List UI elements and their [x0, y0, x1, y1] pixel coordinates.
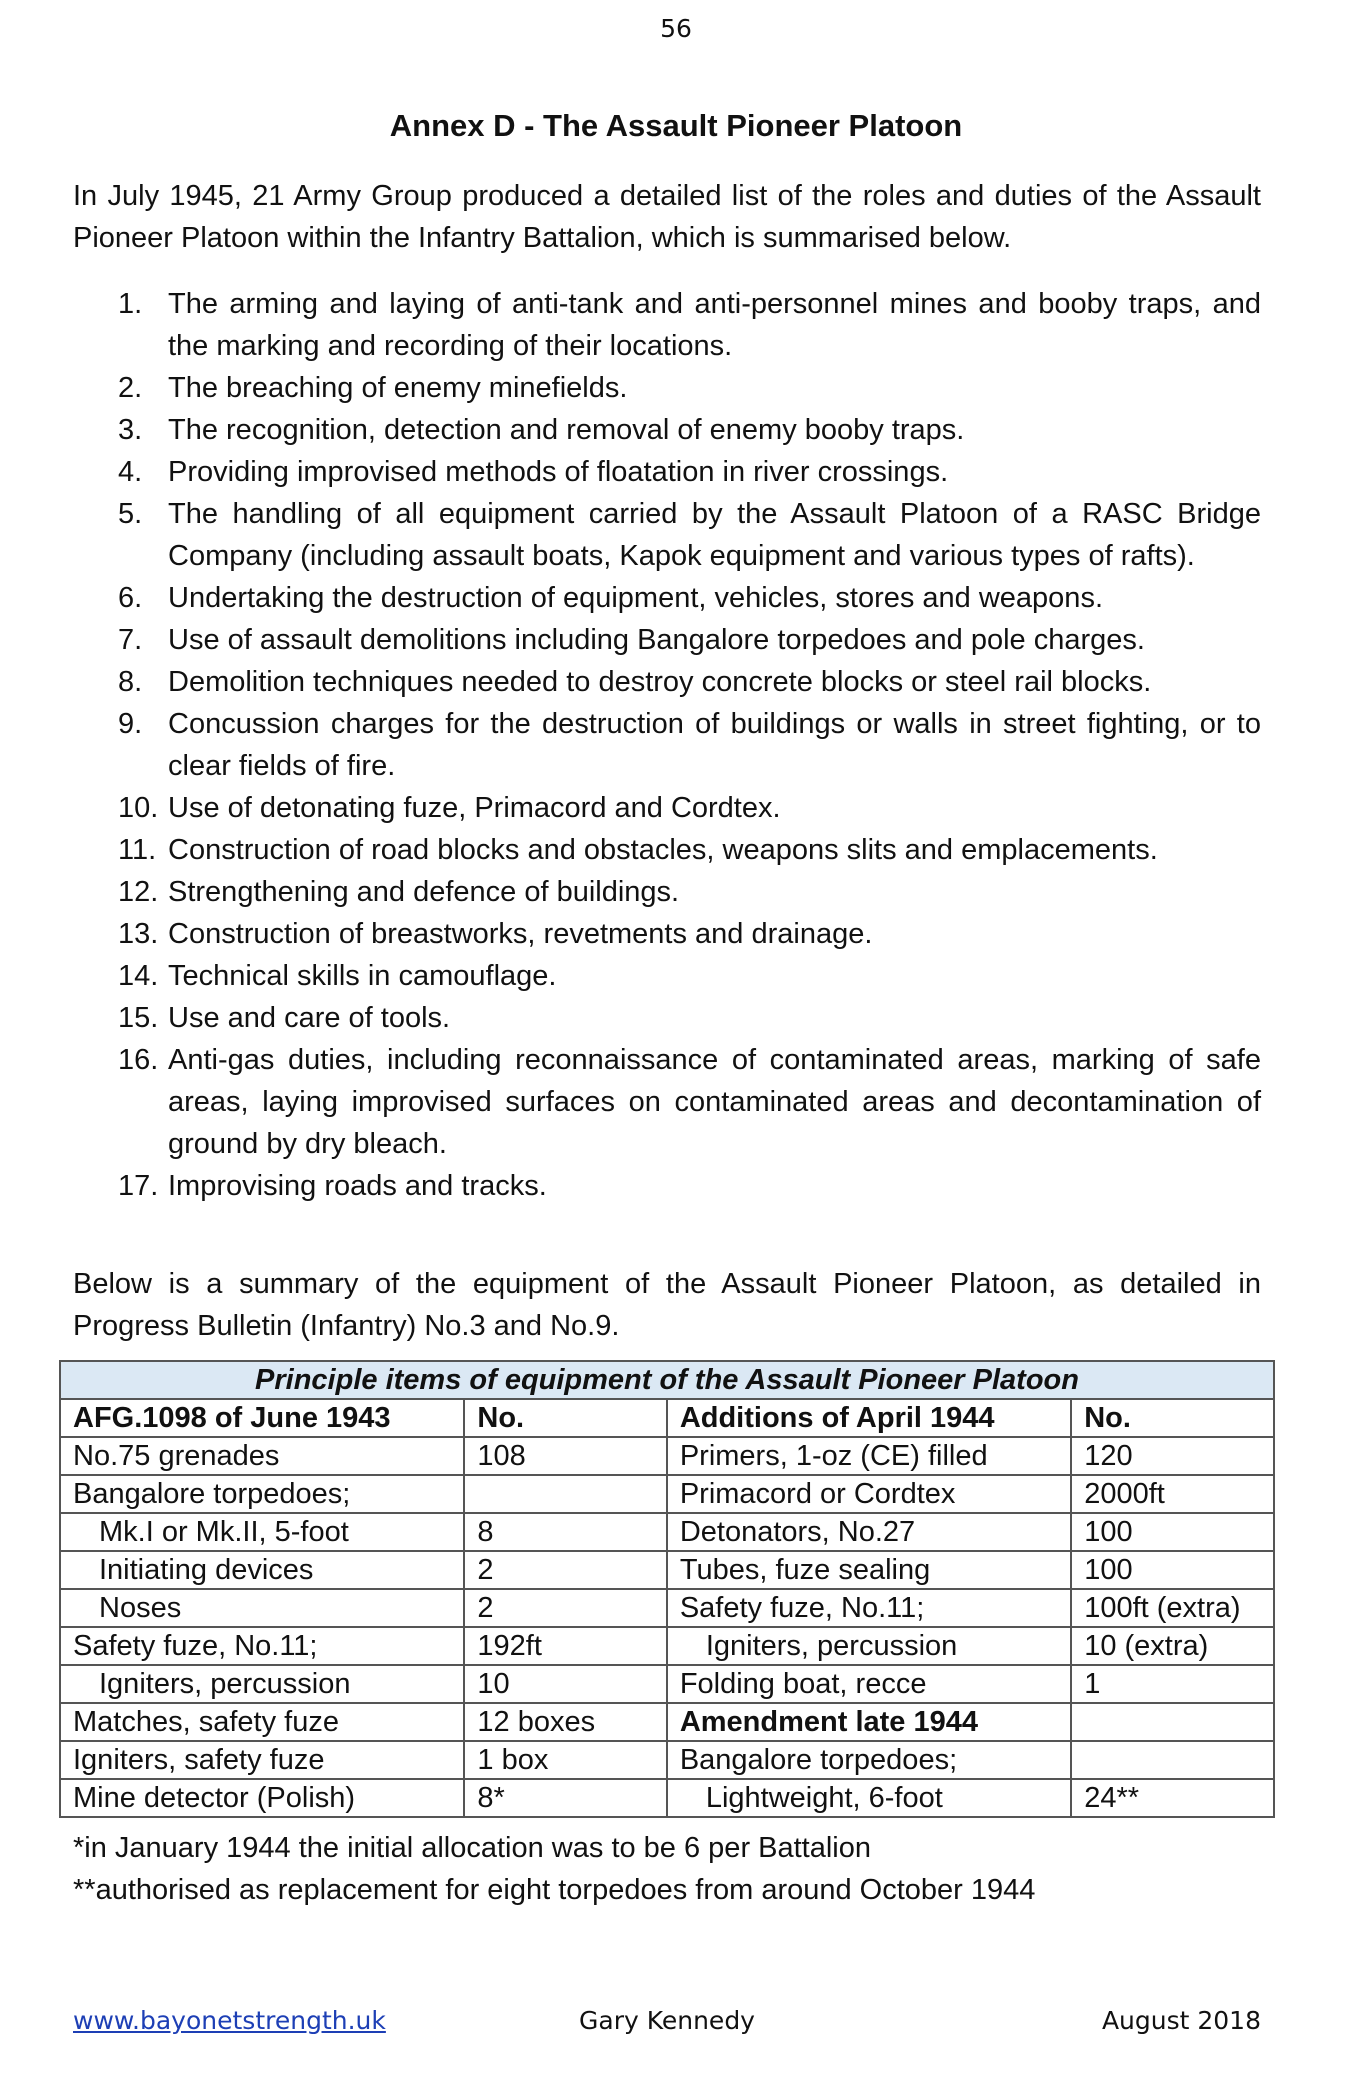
table-cell: Igniters, percussion: [60, 1665, 464, 1703]
list-item: [0, 661, 1261, 703]
table-cell: 2000ft: [1071, 1475, 1274, 1513]
table-row: [60, 1741, 1274, 1779]
table-cell: No.75 grenades: [60, 1437, 464, 1475]
table-cell: Mk.I or Mk.II, 5-foot: [60, 1513, 464, 1551]
table-row: [60, 1703, 1274, 1741]
table-cell: Detonators, No.27: [667, 1513, 1071, 1551]
list-item-number: 17.: [118, 1170, 159, 1202]
list-item-number: 13.: [118, 918, 159, 950]
table-row: [60, 1589, 1274, 1627]
list-item-number: 7.: [118, 624, 143, 656]
list-item: [0, 871, 1261, 913]
column-header: No.: [464, 1399, 666, 1437]
list-item-text: Technical skills in camouflage.: [168, 960, 557, 992]
table-cell: Igniters, safety fuze: [60, 1741, 464, 1779]
list-item-number: 10.: [118, 792, 159, 824]
table-cell: Tubes, fuze sealing: [667, 1551, 1071, 1589]
table-cell: 100: [1071, 1551, 1274, 1589]
list-item-text: Providing improvised methods of floatation in river crossings.: [168, 456, 949, 488]
column-header: Additions of April 1944: [667, 1399, 1071, 1437]
table-cell: 10: [464, 1665, 666, 1703]
list-item-text: The handling of all equipment carried by the Assault Platoon of a RASC Bridge Company (including assault boats, Kapok equipment and various types of rafts).: [168, 498, 1261, 572]
list-item: [0, 787, 1261, 829]
list-item-text: Anti-gas duties, including reconnaissance of contaminated areas, marking of safe areas, laying improvised surfaces on contaminated areas and decontamination of ground by dry bleach.: [168, 1044, 1261, 1160]
footer-date: August 2018: [1101, 2006, 1261, 2035]
list-item-number: 8.: [118, 666, 143, 698]
list-item-number: 1.: [118, 288, 143, 320]
table-row: [60, 1513, 1274, 1551]
table-row: [60, 1437, 1274, 1475]
table-cell: 100: [1071, 1513, 1274, 1551]
list-item: [0, 367, 1261, 409]
table-cell: Mine detector (Polish): [60, 1779, 464, 1817]
list-item: [0, 619, 1261, 661]
list-item: [0, 451, 1261, 493]
list-item-number: 2.: [118, 372, 143, 404]
website-link[interactable]: www.bayonetstrength.uk: [73, 2006, 386, 2035]
table-cell: 120: [1071, 1437, 1274, 1475]
table-cell: Bangalore torpedoes;: [667, 1741, 1071, 1779]
table-cell: Bangalore torpedoes;: [60, 1475, 464, 1513]
table-cell: 1: [1071, 1665, 1274, 1703]
table-cell: 2: [464, 1589, 666, 1627]
table-cell: 2: [464, 1551, 666, 1589]
list-item: [0, 577, 1261, 619]
table-cell: 192ft: [464, 1627, 666, 1665]
table-cell: 1 box: [464, 1741, 666, 1779]
list-item-text: Use and care of tools.: [168, 1002, 451, 1034]
table-row: [60, 1627, 1274, 1665]
footer-author: Gary Kennedy: [579, 2006, 755, 2035]
table-cell: Noses: [60, 1589, 464, 1627]
list-item-text: Strengthening and defence of buildings.: [168, 876, 680, 908]
table-cell: Matches, safety fuze: [60, 1703, 464, 1741]
table-cell: Safety fuze, No.11;: [60, 1627, 464, 1665]
table-cell: 24**: [1071, 1779, 1274, 1817]
annex-heading: Annex D - The Assault Pioneer Platoon: [389, 108, 963, 143]
table-cell: 100ft (extra): [1071, 1589, 1274, 1627]
list-item-number: 16.: [118, 1044, 159, 1076]
list-item-text: The arming and laying of anti-tank and anti-personnel mines and booby traps, and the marking and recording of their locations.: [168, 288, 1261, 362]
table-cell: 8*: [464, 1779, 666, 1817]
list-item-text: Use of assault demolitions including Bangalore torpedoes and pole charges.: [168, 624, 1145, 656]
list-item-number: 3.: [118, 414, 143, 446]
list-item-number: 9.: [118, 708, 143, 740]
table-cell: Amendment late 1944: [667, 1703, 1071, 1741]
list-item-text: The breaching of enemy minefields.: [168, 372, 628, 404]
table-caption: Principle items of equipment of the Assault Pioneer Platoon: [60, 1361, 1274, 1399]
table-cell: Lightweight, 6-foot: [667, 1779, 1071, 1817]
footnote: **authorised as replacement for eight torpedoes from around October 1944: [73, 1874, 1036, 1906]
table-cell: Initiating devices: [60, 1551, 464, 1589]
list-item: [0, 1039, 1261, 1165]
list-item: [0, 1165, 1261, 1207]
list-item-text: Demolition techniques needed to destroy concrete blocks or steel rail blocks.: [168, 666, 1152, 698]
list-item: [0, 493, 1261, 577]
list-item-text: Improvising roads and tracks.: [168, 1170, 547, 1202]
list-item-number: 11.: [118, 834, 157, 866]
list-item: [0, 913, 1261, 955]
list-item: [0, 283, 1261, 367]
table-cell: 12 boxes: [464, 1703, 666, 1741]
list-item-number: 5.: [118, 498, 143, 530]
equipment-table: [59, 1360, 1275, 1818]
duties-list: [0, 283, 1352, 1207]
table-cell: 10 (extra): [1071, 1627, 1274, 1665]
table-header-row: [60, 1399, 1274, 1437]
column-header: No.: [1071, 1399, 1274, 1437]
list-item-text: Undertaking the destruction of equipment, vehicles, stores and weapons.: [168, 582, 1103, 614]
list-item: [0, 703, 1261, 787]
table-cell: 8: [464, 1513, 666, 1551]
list-item-number: 12.: [118, 876, 159, 908]
table-cell: [1071, 1703, 1274, 1741]
table-caption-row: [60, 1361, 1274, 1399]
footnote: *in January 1944 the initial allocation was to be 6 per Battalion: [73, 1832, 872, 1864]
table-row: [60, 1665, 1274, 1703]
table-row: [60, 1779, 1274, 1817]
column-header: AFG.1098 of June 1943: [60, 1399, 464, 1437]
list-item-text: The recognition, detection and removal of enemy booby traps.: [168, 414, 965, 446]
list-item-text: Concussion charges for the destruction of buildings or walls in street fighting, or to clear fields of fire.: [168, 708, 1261, 782]
page-number: 56: [660, 14, 692, 43]
table-cell: Folding boat, recce: [667, 1665, 1071, 1703]
table-row: [60, 1475, 1274, 1513]
table-cell: Safety fuze, No.11;: [667, 1589, 1071, 1627]
intro-paragraph: In July 1945, 21 Army Group produced a detailed list of the roles and duties of the Assault Pioneer Platoon within the Infantry Battalion, which is summarised below.: [73, 180, 1261, 254]
list-item-number: 4.: [118, 456, 143, 488]
table-cell: [464, 1475, 666, 1513]
list-item: [0, 955, 1261, 997]
equipment-intro-paragraph: Below is a summary of the equipment of the Assault Pioneer Platoon, as detailed in Progress Bulletin (Infantry) No.3 and No.9.: [73, 1268, 1261, 1342]
table-cell: [1071, 1741, 1274, 1779]
list-item: [0, 829, 1261, 871]
list-item-text: Construction of road blocks and obstacles, weapons slits and emplacements.: [168, 834, 1158, 866]
table-cell: 108: [464, 1437, 666, 1475]
list-item-text: Construction of breastworks, revetments and drainage.: [168, 918, 873, 950]
list-item: [0, 997, 1261, 1039]
list-item-text: Use of detonating fuze, Primacord and Cordtex.: [168, 792, 781, 824]
list-item-number: 15.: [118, 1002, 159, 1034]
table-cell: Igniters, percussion: [667, 1627, 1071, 1665]
list-item: [0, 409, 1261, 451]
table-cell: Primacord or Cordtex: [667, 1475, 1071, 1513]
list-item-number: 6.: [118, 582, 143, 614]
list-item-number: 14.: [118, 960, 159, 992]
table-row: [60, 1551, 1274, 1589]
table-cell: Primers, 1-oz (CE) filled: [667, 1437, 1071, 1475]
